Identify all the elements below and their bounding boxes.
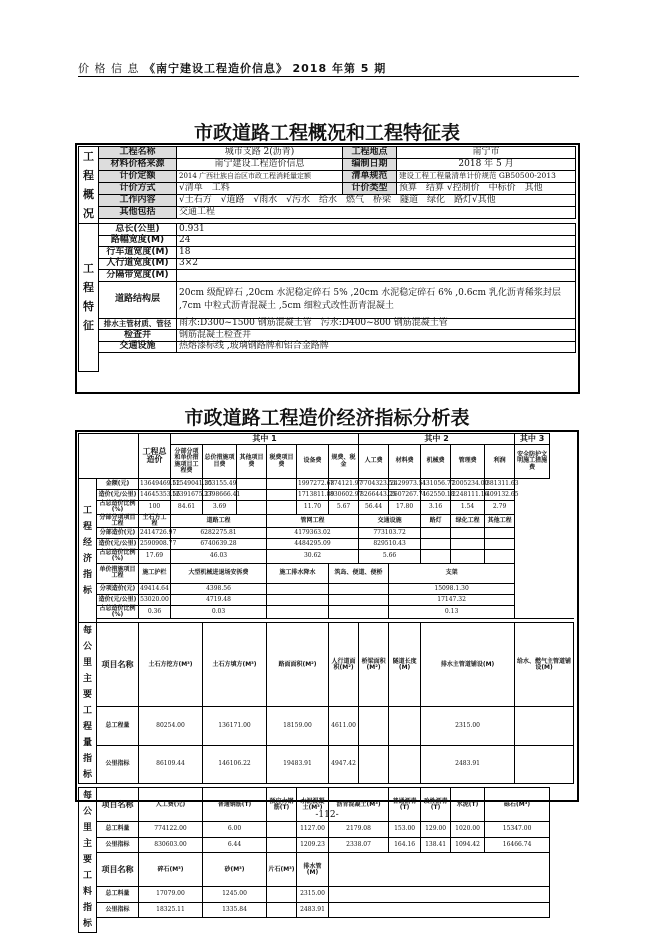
mat-total-2 [267, 887, 297, 903]
table-row [79, 605, 574, 619]
measure-value: 49414.64 [139, 583, 171, 594]
mat-total: 153.00 [389, 822, 421, 838]
proj-value [451, 550, 485, 564]
amount-cell: 431056.77 [421, 479, 451, 490]
label-other: 其他包括 [99, 206, 177, 218]
table-row [79, 563, 574, 583]
pct-cell [267, 501, 297, 515]
measure-row-label: 占总造价比例(%) [97, 605, 139, 619]
mat-col: 沥青混凝土(M³) [329, 788, 389, 822]
mat-perkm: 16466.74 [485, 837, 550, 853]
mat-perkm: 164.16 [389, 837, 421, 853]
proj-value: 30.62 [267, 550, 359, 564]
pct-cell: 11.70 [297, 501, 329, 515]
proj-value [485, 550, 515, 564]
proj-value [451, 539, 485, 550]
label-facility: 交通设施 [99, 341, 177, 353]
mat-col: 水泥(T) [451, 788, 485, 822]
unit-cell: 14645353.56 [139, 490, 171, 501]
label-pipe: 排水主管材质、管径 [99, 318, 177, 330]
qty-total [515, 707, 574, 746]
amount-cell: 381311.63 [485, 479, 515, 490]
measure-value [329, 594, 389, 605]
measure-value: 0.03 [171, 605, 267, 619]
mat-col-2: 片石(M³) [267, 853, 297, 887]
table-row [79, 528, 574, 539]
proj-col: 道路工程 [171, 514, 267, 528]
pct-cell: 1.54 [451, 501, 485, 515]
amount-cell: 7704323.51 [359, 479, 389, 490]
pct-cell: 5.67 [329, 501, 359, 515]
mat-total: 6.00 [203, 822, 267, 838]
proj-value [421, 528, 451, 539]
measure-value: 17147.32 [389, 594, 515, 605]
value-spec: 建设工程工程量清单计价规范 GB50500-2013 [397, 170, 576, 182]
amount-cell [237, 479, 267, 490]
label-location: 工程地点 [343, 147, 397, 159]
qty-total-label: 总工程量 [97, 707, 139, 746]
table-row [79, 623, 574, 707]
qty-col: 桥梁面积(M²) [359, 623, 389, 707]
qty-total: 18159.00 [267, 707, 329, 746]
measure-value: 53020.00 [139, 594, 171, 605]
measure-row-label: 造价(元/公里) [97, 594, 139, 605]
proj-value: 5.66 [359, 550, 421, 564]
table-row [79, 853, 574, 887]
qty-perkm: 146106.22 [203, 745, 267, 784]
header-col: 其他项目费 [237, 445, 267, 479]
value-name: 城市支路 2(沥青) [177, 147, 343, 159]
mat-perkm-label-2: 公里指标 [97, 902, 139, 918]
proj-label: 分部分项项目工程 [97, 514, 139, 528]
qty-perkm: 4947.42 [329, 745, 359, 784]
mat-perkm: 6.44 [203, 837, 267, 853]
header-rule [78, 76, 579, 77]
table-row [79, 837, 574, 853]
mat-col-2: 排水管(M) [297, 853, 329, 887]
header-col: 管理费 [451, 445, 485, 479]
header-total: 工程总造价 [139, 434, 171, 479]
qty-perkm: 86109.44 [139, 745, 203, 784]
qty-total [389, 707, 421, 746]
table-row [79, 501, 574, 515]
unit-cell: 1713811.89 [297, 490, 329, 501]
proj-value: 6282275.81 [171, 528, 267, 539]
mat-col-2: 碎石(M³) [139, 853, 203, 887]
amount-cell: 774121.97 [329, 479, 359, 490]
label-name: 工程名称 [99, 147, 177, 159]
header-col: 分部分项和单价措施项目工程费 [171, 445, 203, 479]
amount-cell: 11549041.35 [171, 479, 203, 490]
header-col: 税费项目费 [267, 445, 297, 479]
proj-value: 829510.43 [359, 539, 421, 550]
label-road-width: 路幅宽度(M) [99, 235, 177, 247]
value-walk-width: 3×2 [177, 258, 576, 270]
header-col: 总价措施项目费 [203, 445, 237, 479]
mat-col: 普通钢筋(T) [203, 788, 267, 822]
mat-perkm-2 [267, 902, 297, 918]
table-row [79, 583, 574, 594]
header-prefix: 价 格 信 息 [78, 62, 140, 75]
unit-cell: 2248111.16 [451, 490, 485, 501]
table-row [79, 822, 574, 838]
mat-total-label-2: 总工料量 [97, 887, 139, 903]
unit-cell: 3398666.41 [203, 490, 237, 501]
mat-total-2: 2315.00 [297, 887, 329, 903]
measure-col: 施工护栏 [139, 563, 171, 583]
qty-total: 80254.00 [139, 707, 203, 746]
mat-total: 2179.08 [329, 822, 389, 838]
header-col: 设备费 [297, 445, 329, 479]
header-issue: 2018 年第 5 期 [292, 62, 387, 75]
mat-total-label: 总工料量 [97, 822, 139, 838]
amount-cell: 103155.49 [203, 479, 237, 490]
value-type: 预算 结算 √控制价 中标价 其他 [397, 182, 576, 194]
label-date: 编制日期 [343, 158, 397, 170]
pct-cell: 3.69 [203, 501, 237, 515]
qty-col: 排水主管道铺设(M) [421, 623, 515, 707]
mat-total: 129.00 [421, 822, 451, 838]
label-length: 总长(公里) [99, 224, 177, 236]
measure-col: 大型机械进退场安拆费 [171, 563, 267, 583]
table-row [79, 887, 574, 903]
proj-row-label: 分部造价(元) [97, 528, 139, 539]
mat-total: 1020.00 [451, 822, 485, 838]
proj-row-label: 占总造价比例(%) [97, 550, 139, 564]
header-journal: 《南宁建设工程造价信息》 [144, 62, 288, 75]
qty-col: 土石方填方(M³) [203, 623, 267, 707]
mat-col: 预应力钢筋(T) [267, 788, 297, 822]
label-work: 工作内容 [99, 194, 177, 206]
value-source: 南宁建设工程造价信息 [177, 158, 343, 170]
value-other: 交通工程 [177, 206, 576, 218]
table-row [79, 745, 574, 784]
unit-cell: 2607267.71 [389, 490, 421, 501]
mat-total: 1127.00 [297, 822, 329, 838]
proj-col: 管网工程 [267, 514, 359, 528]
measure-value: 4398.56 [171, 583, 267, 594]
label-walk-width: 人行道宽度(M) [99, 258, 177, 270]
proj-value: 2414726.97 [139, 528, 171, 539]
qty-total [359, 707, 389, 746]
proj-value: 4179363.02 [267, 528, 359, 539]
pct-cell: 84.61 [171, 501, 203, 515]
qty-total: 2315.00 [421, 707, 515, 746]
mat-perkm: 1094.42 [451, 837, 485, 853]
mat-empty [329, 902, 550, 918]
amount-cell: 2005234.00 [451, 479, 485, 490]
mat-perkm [267, 837, 297, 853]
mat-total [267, 822, 297, 838]
pct-cell: 17.80 [389, 501, 421, 515]
measure-col: 支架 [389, 563, 515, 583]
label-method: 计价方式 [99, 182, 177, 194]
measure-value: 0.36 [139, 605, 171, 619]
mat-col: 水泥混凝土(M³) [297, 788, 329, 822]
measure-label: 单价措施项目工程 [97, 563, 139, 583]
proj-value [421, 550, 451, 564]
mat-perkm-2: 1335.84 [203, 902, 267, 918]
pct-cell [237, 501, 267, 515]
section-overview: 工程概况 [79, 147, 99, 224]
unit-cell: 8266443.25 [359, 490, 389, 501]
measure-value: 15098.1.30 [389, 583, 515, 594]
label-source: 材料价格来源 [99, 158, 177, 170]
table-row [79, 594, 574, 605]
table-row [79, 918, 574, 933]
mat-col: 普通沥青(T) [389, 788, 421, 822]
pct-cell: 56.44 [359, 501, 389, 515]
value-structure: 20cm 级配碎石 ,20cm 水泥稳定碎石 5% ,20cm 水泥稳定碎石 6% ,0.6cm 乳化沥青稀浆封层 ,7cm 中粒式沥青混凝土 ,5cm 细粒式改性沥青混凝土 [177, 281, 576, 318]
proj-value: 17.69 [139, 550, 171, 564]
amount-cell: 2429973.51 [389, 479, 421, 490]
value-work: √土石方 √道路 √雨水 √污水 给水 燃气 桥梁 隧道 绿化 路灯√其他 [177, 194, 576, 206]
amount-cell: 1997272.68 [297, 479, 329, 490]
measure-col: 施工排水降水 [267, 563, 329, 583]
section-features: 工程特征 [79, 224, 99, 372]
qty-label: 项目名称 [97, 623, 139, 707]
mat-empty [329, 853, 550, 887]
measure-value [329, 605, 389, 619]
mat-total: 774122.00 [139, 822, 203, 838]
proj-col: 绿化工程 [451, 514, 485, 528]
section-economic: 工程经济指标 [79, 479, 97, 623]
mat-perkm-label: 公里指标 [97, 837, 139, 853]
row-label-unit: 造价(元/公里) [97, 490, 139, 501]
mat-perkm: 2338.07 [329, 837, 389, 853]
value-well: 钢筋混凝土检查井 [177, 330, 576, 342]
value-date: 2018 年 5 月 [397, 158, 576, 170]
table-row [79, 434, 574, 445]
proj-value [451, 528, 485, 539]
section-qty: 每公里主要工程量指标 [79, 623, 97, 784]
mat-col-2: 砂(M³) [203, 853, 267, 887]
value-divider-width [177, 270, 576, 282]
proj-value: 4484295.09 [267, 539, 359, 550]
running-header [78, 60, 386, 76]
measure-row-label: 分项造价(元) [97, 583, 139, 594]
proj-col: 土石方工程 [139, 514, 171, 528]
pct-cell: 3.16 [421, 501, 451, 515]
table-row [79, 550, 574, 564]
table-row [79, 514, 574, 528]
mat-perkm-2: 2483.91 [297, 902, 329, 918]
value-location: 南宁市 [397, 147, 576, 159]
qty-col: 路面面积(M²) [267, 623, 329, 707]
amount-cell: 13649469.52 [139, 479, 171, 490]
qty-perkm [515, 745, 574, 784]
value-lane-width: 18 [177, 247, 576, 259]
unit-cell: 12391675.27 [171, 490, 203, 501]
mat-perkm: 1209.23 [297, 837, 329, 853]
label-spec: 清单规范 [343, 170, 397, 182]
header-col: 安全防护文明施工措施费 [515, 445, 550, 479]
proj-value: 6740639.28 [171, 539, 267, 550]
proj-col: 其他工程 [485, 514, 515, 528]
header-col: 机械费 [421, 445, 451, 479]
table-row [79, 479, 574, 490]
mat-total: 15347.00 [485, 822, 550, 838]
measure-value [267, 594, 329, 605]
mat-label: 项目名称 [97, 788, 139, 822]
header-col: 利润 [485, 445, 515, 479]
value-length: 0.931 [177, 224, 576, 236]
row-label-pct: 占总造价比例(%) [97, 501, 139, 515]
header-sub3: 其中 3 [515, 434, 550, 445]
proj-value [421, 539, 451, 550]
spacer [97, 918, 550, 933]
measure-value [329, 583, 389, 594]
qty-col: 土石方挖方(M³) [139, 623, 203, 707]
economic-table [78, 433, 574, 933]
label-divider-width: 分隔带宽度(M) [99, 270, 177, 282]
label-type: 计价类型 [343, 182, 397, 194]
mat-empty [329, 887, 550, 903]
qty-perkm: 19483.91 [267, 745, 329, 784]
title-economic: 市政道路工程造价经济指标分析表 [184, 407, 470, 429]
value-road-width: 24 [177, 235, 576, 247]
unit-cell: 830602.97 [329, 490, 359, 501]
mat-perkm: 830603.00 [139, 837, 203, 853]
value-quota: 2014 广西壮族自治区市政工程消耗量定额 [177, 170, 343, 182]
proj-value: 46.03 [171, 550, 267, 564]
proj-value: 773103.72 [359, 528, 421, 539]
mat-col: 砾石(M³) [485, 788, 550, 822]
table-row [79, 539, 574, 550]
unit-cell: 409132.65 [485, 490, 515, 501]
mat-perkm: 138.41 [421, 837, 451, 853]
pct-cell: 2.79 [485, 501, 515, 515]
label-well: 检查井 [99, 330, 177, 342]
measure-value: 4719.48 [171, 594, 267, 605]
row-label-amount: 金额(元) [97, 479, 139, 490]
unit-cell: 462550.18 [421, 490, 451, 501]
header-col: 人工费 [359, 445, 389, 479]
value-pipe: 雨水:D300~1500 钢筋混凝土管 污水:D400~800 钢筋混凝土管 [177, 318, 576, 330]
proj-col: 交通设施 [359, 514, 421, 528]
mat-col: 人工费(元) [139, 788, 203, 822]
mat-perkm-2: 18325.11 [139, 902, 203, 918]
qty-perkm-label: 公里指标 [97, 745, 139, 784]
qty-col: 隧道长度(M) [389, 623, 421, 707]
header-col: 规费、税金 [329, 445, 359, 479]
proj-value [485, 539, 515, 550]
mat-label-2: 项目名称 [97, 853, 139, 887]
qty-perkm: 2483.91 [421, 745, 515, 784]
qty-total: 4611.00 [329, 707, 359, 746]
proj-row-label: 造价(元/公里) [97, 539, 139, 550]
pct-cell: 100 [139, 501, 171, 515]
amount-cell [267, 479, 297, 490]
table-row [79, 902, 574, 918]
qty-perkm [389, 745, 421, 784]
qty-col: 给水、燃气主管道铺设(M) [515, 623, 574, 707]
header-col: 材料费 [389, 445, 421, 479]
overview-table [78, 146, 576, 372]
page-number: -112- [315, 810, 339, 820]
qty-col: 人行道面积(M²) [329, 623, 359, 707]
measure-value [267, 605, 329, 619]
proj-value [485, 528, 515, 539]
measure-col: 筑岛、便道、便桥 [329, 563, 389, 583]
value-method: √清单 工料 [177, 182, 343, 194]
unit-cell [237, 490, 267, 501]
section-mat: 每公里主要工料指标 [79, 788, 97, 933]
header-sub1: 其中 1 [171, 434, 359, 445]
table-row [79, 490, 574, 501]
qty-total: 136171.00 [203, 707, 267, 746]
label-quota: 计价定额 [99, 170, 177, 182]
unit-cell [267, 490, 297, 501]
label-lane-width: 行车道宽度(M) [99, 247, 177, 259]
mat-total-2: 17079.00 [139, 887, 203, 903]
spacer-bottom [99, 353, 576, 372]
qty-perkm [359, 745, 389, 784]
mat-total-2: 1245.00 [203, 887, 267, 903]
proj-value: 2590908.77 [139, 539, 171, 550]
value-facility: 热熔漆标线 ,玻璃钢路牌和铝合金路牌 [177, 341, 576, 353]
header-sub2: 其中 2 [359, 434, 515, 445]
proj-col: 路灯 [421, 514, 451, 528]
table-row [79, 707, 574, 746]
label-structure: 道路结构层 [99, 281, 177, 318]
title-overview: 市政道路工程概况和工程特征表 [193, 122, 460, 144]
measure-value [267, 583, 329, 594]
measure-value: 0.13 [389, 605, 515, 619]
corner-cell [79, 434, 139, 479]
mat-col: 改性沥青(T) [421, 788, 451, 822]
